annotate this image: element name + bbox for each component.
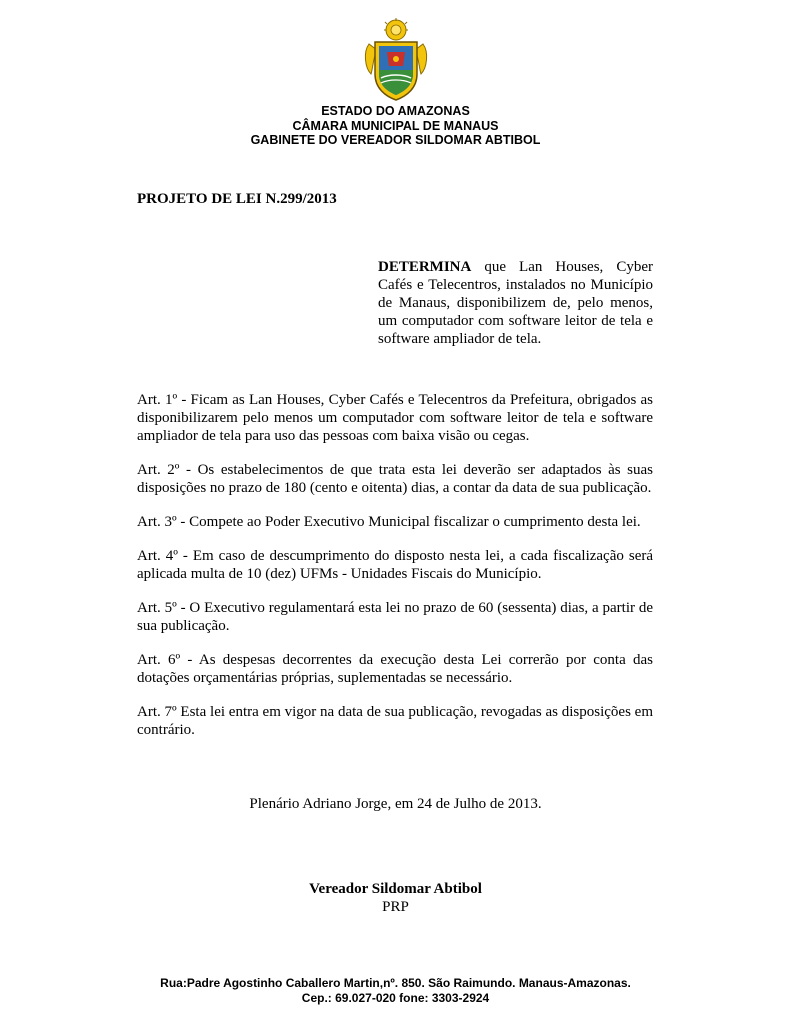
article-4: Art. 4º - Em caso de descumprimento do disposto nesta lei, a cada fiscalização será aplicada multa de 10 (dez) UFMs - Unidades Fiscais do Município. (137, 548, 653, 582)
coat-of-arms-emblem (363, 18, 429, 102)
signatory-party: PRP (382, 899, 409, 915)
header-chamber: CÂMARA MUNICIPAL DE MANAUS (292, 118, 499, 133)
article-3: Art. 3º - Compete ao Poder Executivo Municipal fiscalizar o cumprimento desta lei. (137, 514, 641, 530)
bill-summary (378, 258, 653, 348)
article-5: Art. 5º - O Executivo regulamentará esta lei no prazo de 60 (sessenta) dias, a partir de sua publicação. (137, 600, 653, 634)
articles-list (137, 391, 653, 755)
signature-block (0, 880, 791, 916)
header-state: ESTADO DO AMAZONAS (321, 104, 470, 118)
article-1: Art. 1º - Ficam as Lan Houses, Cyber Cafés e Telecentros da Prefeitura, obrigados as disponibilizarem pelo menos um computador com software leitor de tela e software ampliador de tela para uso das pessoas com baixa visão ou cegas. (137, 392, 653, 444)
signatory-name: Vereador Sildomar Abtibol (309, 881, 482, 897)
closing-place-date: Plenário Adriano Jorge, em 24 de Julho de 2013. (249, 796, 542, 812)
article-6: Art. 6º - As despesas decorrentes da execução desta Lei correrão por conta das dotações orçamentárias próprias, suplementadas se necessário. (137, 652, 653, 686)
article-7: Art. 7º Esta lei entra em vigor na data de sua publicação, revogadas as disposições em contrário. (137, 704, 653, 738)
bill-title: PROJETO DE LEI N.299/2013 (137, 191, 337, 207)
document-header (0, 104, 791, 148)
header-office: GABINETE DO VEREADOR SILDOMAR ABTIBOL (250, 133, 541, 147)
article-2: Art. 2º - Os estabelecimentos de que trata esta lei deverão ser adaptados às suas disposições no prazo de 180 (cento e oitenta) dias, a contar da data de sua publicação. (137, 462, 653, 496)
summary-keyword: DETERMINA (378, 259, 472, 275)
summary-text: que Lan Houses, Cyber Cafés e Telecentros, instalados no Município de Manaus, disponibilizem de, pelo menos, um computador com software leitor de tela e software ampliador de tela. (378, 259, 653, 347)
footer-contact: Cep.: 69.027-020 fone: 3303-2924 (301, 991, 490, 1005)
document-footer (0, 976, 791, 1006)
footer-address: Rua:Padre Agostinho Caballero Martin,nº. 850. São Raimundo. Manaus-Amazonas. (160, 976, 631, 990)
